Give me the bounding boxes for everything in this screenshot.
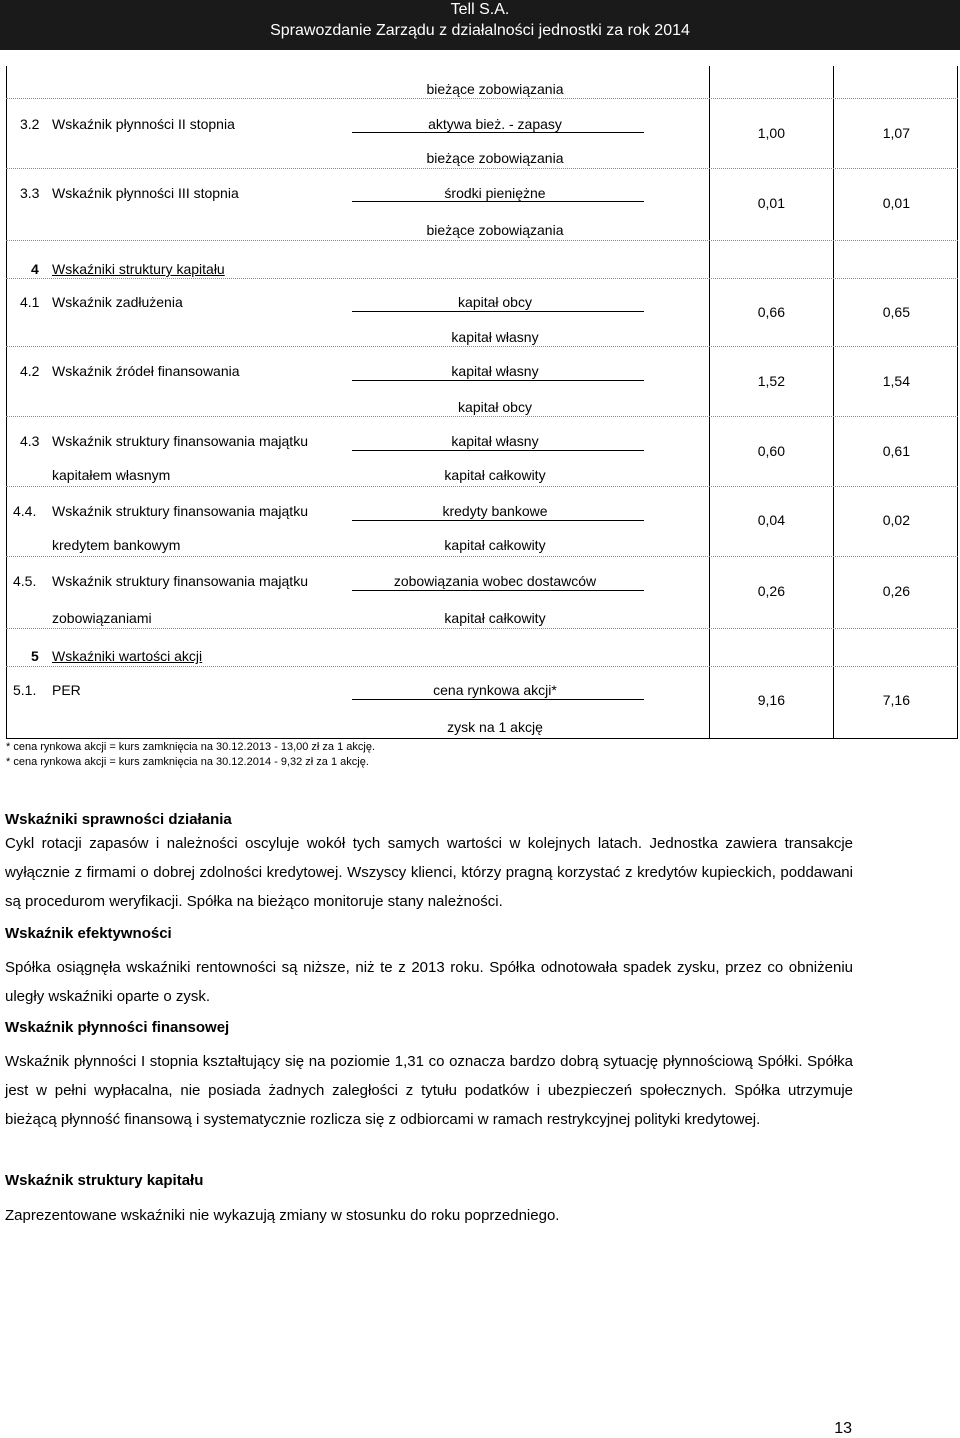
table-border-left bbox=[6, 66, 7, 738]
value-2014: 0,02 bbox=[882, 512, 910, 528]
value-2014: 0,65 bbox=[882, 304, 910, 320]
row-number: 4.1 bbox=[20, 294, 40, 310]
value-2013: 0,04 bbox=[757, 512, 785, 528]
formula-denominator: kapitał całkowity bbox=[444, 467, 546, 483]
formula-numerator: zobowiązania wobec dostawców bbox=[393, 573, 597, 589]
row-sep bbox=[6, 168, 958, 169]
row-sep bbox=[6, 666, 958, 667]
fraction-bar bbox=[352, 450, 644, 451]
section-number: 4 bbox=[31, 261, 39, 277]
formula-denominator: bieżące zobowiązania bbox=[426, 222, 564, 238]
table-border-right bbox=[957, 66, 958, 738]
formula-numerator: kapitał własny bbox=[451, 363, 539, 379]
section-title: Wskaźniki struktury kapitału bbox=[52, 261, 225, 277]
row-sep bbox=[6, 628, 958, 629]
formula-denominator: bieżące zobowiązania bbox=[426, 81, 564, 97]
row-sep bbox=[6, 556, 958, 557]
table-border-col bbox=[833, 66, 834, 738]
fraction-bar bbox=[352, 380, 644, 381]
row-name: Wskaźnik płynności II stopnia bbox=[52, 116, 235, 132]
table-border-mid bbox=[709, 66, 710, 738]
section-title: Wskaźniki wartości akcji bbox=[52, 648, 203, 664]
formula-denominator: zysk na 1 akcję bbox=[447, 719, 543, 735]
formula-denominator: kapitał obcy bbox=[458, 399, 532, 415]
row-sep bbox=[6, 98, 958, 99]
heading-capital-structure: Wskaźnik struktury kapitału bbox=[5, 1172, 204, 1189]
row-number: 4.4. bbox=[13, 503, 37, 519]
value-2013: 1,00 bbox=[757, 125, 785, 141]
row-name: Wskaźnik struktury finansowania majątku bbox=[52, 573, 308, 589]
row-number: 5.1. bbox=[13, 682, 37, 698]
row-name-continued: kapitałem własnym bbox=[52, 467, 171, 483]
paragraph: Wskaźnik płynności I stopnia kształtujący się na poziomie 1,31 co oznacza bardzo dobrą sytuację płynnościową Spółki. Spółka jest w pełni wypłacalna, nie posiada żadnych zaległości z tytułu podatków i ubezpieczeń społecznych. Spółka utrzymuje bieżącą płynność finansową i systematycznie rozlicza się z odbiorcami w ramach restrykcyjnej polityki kredytowej. bbox=[5, 1053, 853, 1128]
fraction-bar bbox=[352, 201, 644, 202]
formula-denominator: kapitał własny bbox=[451, 329, 539, 345]
formula-denominator: bieżące zobowiązania bbox=[426, 150, 564, 166]
fraction-bar bbox=[352, 132, 644, 133]
row-number: 4.5. bbox=[13, 573, 37, 589]
formula-numerator: aktywa bież. - zapasy bbox=[428, 116, 562, 132]
row-name-continued: zobowiązaniami bbox=[52, 610, 152, 626]
formula-denominator: kapitał całkowity bbox=[444, 537, 546, 553]
fraction-bar bbox=[352, 699, 644, 700]
value-2013: 1,52 bbox=[757, 373, 785, 389]
paragraph: Zaprezentowane wskaźniki nie wykazują zmiany w stosunku do roku poprzedniego. bbox=[5, 1207, 560, 1224]
formula-numerator: cena rynkowa akcji* bbox=[433, 682, 557, 698]
paragraph: Cykl rotacji zapasów i należności oscyluje wokół tych samych wartości w kolejnych latach. Jednostka zawiera transakcje wyłącznie z firmami o dobrej zdolności kredytowej. Wszyscy klienci, którzy pragną korzystać z kredytów kupieckich, poddawani są procedurom weryfikacji. Spółka na bieżąco monitoruje stany należności. bbox=[5, 835, 853, 910]
row-name: Wskaźnik struktury finansowania majątku bbox=[52, 433, 308, 449]
fraction-bar bbox=[352, 590, 644, 591]
row-name: Wskaźnik zadłużenia bbox=[52, 294, 183, 310]
row-name: Wskaźnik źródeł finansowania bbox=[52, 363, 240, 379]
row-sep bbox=[6, 416, 958, 417]
row-name: Wskaźnik struktury finansowania majątku bbox=[52, 503, 308, 519]
value-2014: 0,26 bbox=[882, 583, 910, 599]
value-2013: 0,26 bbox=[757, 583, 785, 599]
heading-efficiency-ratios: Wskaźniki sprawności działania bbox=[5, 811, 232, 828]
row-sep bbox=[6, 486, 958, 487]
section-number: 5 bbox=[31, 648, 39, 664]
company-name: Tell S.A. bbox=[450, 1, 510, 18]
value-2014: 1,07 bbox=[882, 125, 910, 141]
row-sep bbox=[6, 240, 958, 241]
row-sep bbox=[6, 346, 958, 347]
fraction-bar bbox=[352, 520, 644, 521]
row-name-continued: kredytem bankowym bbox=[52, 537, 181, 553]
row-number: 3.2 bbox=[20, 116, 40, 132]
formula-numerator: środki pieniężne bbox=[444, 185, 546, 201]
table-border-bottom bbox=[6, 738, 958, 739]
footnote: * cena rynkowa akcji = kurs zamknięcia na 30.12.2013 - 13,00 zł za 1 akcję. bbox=[6, 741, 376, 753]
heading-effectiveness: Wskaźnik efektywności bbox=[5, 925, 172, 942]
page-number: 13 bbox=[834, 1420, 852, 1437]
value-2013: 9,16 bbox=[757, 692, 785, 708]
row-number: 3.3 bbox=[20, 185, 40, 201]
value-2014: 1,54 bbox=[882, 373, 910, 389]
value-2014: 7,16 bbox=[882, 692, 910, 708]
value-2013: 0,66 bbox=[757, 304, 785, 320]
formula-numerator: kapitał obcy bbox=[458, 294, 532, 310]
formula-numerator: kredyty bankowe bbox=[442, 503, 548, 519]
row-number: 4.3 bbox=[20, 433, 40, 449]
footnote: * cena rynkowa akcji = kurs zamknięcia na 30.12.2014 - 9,32 zł za 1 akcję. bbox=[6, 756, 369, 768]
report-title: Sprawozdanie Zarządu z działalności jednostki za rok 2014 bbox=[270, 22, 690, 39]
row-number: 4.2 bbox=[20, 363, 40, 379]
row-sep bbox=[6, 278, 958, 279]
formula-denominator: kapitał całkowity bbox=[444, 610, 546, 626]
value-2014: 0,01 bbox=[882, 195, 910, 211]
paragraph: Spółka osiągnęła wskaźniki rentowności są niższe, niż te z 2013 roku. Spółka odnotowała spadek zysku, przez co obniżeniu uległy wskaźniki oparte o zysk. bbox=[5, 959, 853, 1005]
value-2013: 0,60 bbox=[757, 443, 785, 459]
formula-numerator: kapitał własny bbox=[451, 433, 539, 449]
fraction-bar bbox=[352, 311, 644, 312]
row-name: Wskaźnik płynności III stopnia bbox=[52, 185, 239, 201]
value-2014: 0,61 bbox=[882, 443, 910, 459]
page-header bbox=[0, 0, 960, 50]
value-2013: 0,01 bbox=[757, 195, 785, 211]
row-name: PER bbox=[52, 682, 81, 698]
heading-liquidity: Wskaźnik płynności finansowej bbox=[5, 1019, 230, 1036]
